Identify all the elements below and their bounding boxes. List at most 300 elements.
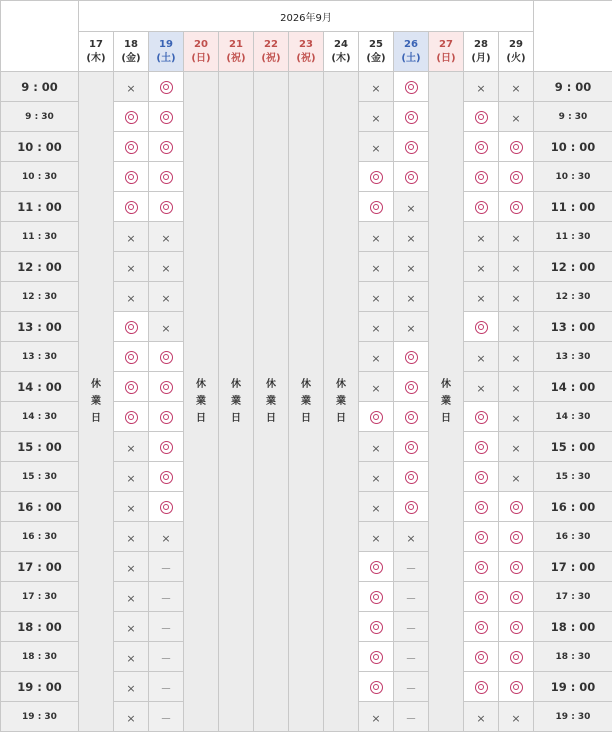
none-mark: － <box>405 652 417 665</box>
unavailable-mark: × <box>406 202 416 215</box>
slot-available[interactable] <box>464 492 499 522</box>
slot-unavailable <box>359 342 394 372</box>
slot-available[interactable] <box>464 192 499 222</box>
slot-unavailable <box>464 222 499 252</box>
slot-available[interactable] <box>359 162 394 192</box>
available-icon <box>125 321 138 334</box>
none-mark: － <box>160 562 172 575</box>
time-label-right: 19 : 30 <box>534 702 612 732</box>
closed-label-char: 業 <box>441 396 451 407</box>
slot-available[interactable] <box>359 582 394 612</box>
slot-unavailable <box>149 222 184 252</box>
slot-available[interactable] <box>464 462 499 492</box>
unavailable-mark: × <box>371 82 381 95</box>
slot-available[interactable] <box>499 582 534 612</box>
slot-available[interactable] <box>499 522 534 552</box>
unavailable-mark: × <box>371 472 381 485</box>
slot-unavailable <box>394 282 429 312</box>
slot-unavailable <box>359 462 394 492</box>
day-header-19 <box>149 32 184 72</box>
slot-available[interactable] <box>359 612 394 642</box>
time-label-right: 9 : 30 <box>534 102 612 132</box>
available-icon <box>125 351 138 364</box>
slot-available[interactable] <box>394 402 429 432</box>
available-icon <box>475 531 488 544</box>
slot-unavailable <box>464 372 499 402</box>
slot-available[interactable] <box>464 432 499 462</box>
slot-unavailable <box>149 522 184 552</box>
closed-day-23 <box>289 72 324 732</box>
slot-unavailable <box>464 72 499 102</box>
available-icon <box>160 81 173 94</box>
day-number: 29 <box>509 38 523 50</box>
slot-available[interactable] <box>149 432 184 462</box>
time-label-right: 12 : 30 <box>534 282 612 312</box>
slot-available[interactable] <box>499 612 534 642</box>
slot-available[interactable] <box>394 372 429 402</box>
available-icon <box>125 141 138 154</box>
day-number: 22 <box>264 38 278 50</box>
available-icon <box>475 411 488 424</box>
unavailable-mark: × <box>476 232 486 245</box>
unavailable-mark: × <box>406 292 416 305</box>
day-of-week: (金) <box>121 52 141 64</box>
time-label-left: 12 : 30 <box>1 282 79 312</box>
slot-available[interactable] <box>149 342 184 372</box>
slot-unavailable <box>359 372 394 402</box>
day-of-week: (木) <box>86 52 106 64</box>
slot-unavailable <box>114 222 149 252</box>
time-label-right: 18 : 00 <box>534 612 612 642</box>
slot-none <box>394 672 429 702</box>
slot-available[interactable] <box>114 162 149 192</box>
slot-available[interactable] <box>149 102 184 132</box>
slot-available[interactable] <box>464 402 499 432</box>
time-label-right: 10 : 00 <box>534 132 612 162</box>
unavailable-mark: × <box>406 262 416 275</box>
slot-available[interactable] <box>114 402 149 432</box>
time-label-left: 17 : 00 <box>1 552 79 582</box>
slot-none <box>149 612 184 642</box>
available-icon <box>405 141 418 154</box>
slot-available[interactable] <box>394 462 429 492</box>
available-icon <box>475 111 488 124</box>
slot-unavailable <box>149 252 184 282</box>
unavailable-mark: × <box>371 712 381 725</box>
slot-available[interactable] <box>464 552 499 582</box>
slot-unavailable <box>114 582 149 612</box>
time-label-right: 16 : 00 <box>534 492 612 522</box>
day-of-week: (祝) <box>226 52 246 64</box>
none-mark: － <box>405 592 417 605</box>
time-label-right: 12 : 00 <box>534 252 612 282</box>
day-of-week: (日) <box>436 52 456 64</box>
closed-label-char: 業 <box>301 396 311 407</box>
unavailable-mark: × <box>126 622 136 635</box>
slot-unavailable <box>394 192 429 222</box>
closed-label-char: 業 <box>196 396 206 407</box>
available-icon <box>405 471 418 484</box>
none-mark: － <box>160 592 172 605</box>
time-label-left: 15 : 30 <box>1 462 79 492</box>
slot-available[interactable] <box>464 102 499 132</box>
unavailable-mark: × <box>511 112 521 125</box>
slot-available[interactable] <box>394 162 429 192</box>
slot-unavailable <box>499 372 534 402</box>
closed-label-char: 業 <box>91 396 101 407</box>
slot-unavailable <box>114 672 149 702</box>
closed-label-char: 日 <box>266 413 276 424</box>
month-header: 2026年9月 <box>79 1 534 32</box>
slot-available[interactable] <box>149 402 184 432</box>
closed-day-24 <box>324 72 359 732</box>
slot-available[interactable] <box>359 192 394 222</box>
closed-label-char: 日 <box>441 413 451 424</box>
available-icon <box>405 111 418 124</box>
available-icon <box>405 501 418 514</box>
day-header-26 <box>394 32 429 72</box>
available-icon <box>160 381 173 394</box>
time-label-right: 13 : 00 <box>534 312 612 342</box>
day-number: 23 <box>299 38 313 50</box>
slot-available[interactable] <box>499 192 534 222</box>
unavailable-mark: × <box>511 352 521 365</box>
slot-available[interactable] <box>359 552 394 582</box>
available-icon <box>160 441 173 454</box>
day-header-17 <box>79 32 114 72</box>
day-of-week: (土) <box>401 52 421 64</box>
slot-unavailable <box>464 702 499 732</box>
day-of-week: (火) <box>506 52 526 64</box>
none-mark: － <box>160 712 172 725</box>
day-number: 28 <box>474 38 488 50</box>
unavailable-mark: × <box>126 262 136 275</box>
day-number: 27 <box>439 38 453 50</box>
available-icon <box>475 501 488 514</box>
available-icon <box>370 201 383 214</box>
available-icon <box>405 411 418 424</box>
closed-label-char: 休 <box>441 379 451 390</box>
slot-unavailable <box>394 522 429 552</box>
closed-day-20 <box>184 72 219 732</box>
time-label-right: 13 : 30 <box>534 342 612 372</box>
unavailable-mark: × <box>371 322 381 335</box>
slot-unavailable <box>114 282 149 312</box>
time-label-left: 16 : 30 <box>1 522 79 552</box>
slot-unavailable <box>464 252 499 282</box>
available-icon <box>370 591 383 604</box>
slot-row <box>1 72 612 102</box>
day-number: 26 <box>404 38 418 50</box>
time-label-right: 17 : 00 <box>534 552 612 582</box>
unavailable-mark: × <box>371 142 381 155</box>
slot-available[interactable] <box>149 72 184 102</box>
unavailable-mark: × <box>126 502 136 515</box>
time-label-left: 10 : 00 <box>1 132 79 162</box>
unavailable-mark: × <box>126 562 136 575</box>
closed-label-char: 休 <box>196 379 206 390</box>
slot-unavailable <box>359 432 394 462</box>
day-of-week: (祝) <box>261 52 281 64</box>
slot-unavailable <box>464 282 499 312</box>
available-icon <box>370 411 383 424</box>
slot-available[interactable] <box>149 372 184 402</box>
slot-available[interactable] <box>394 132 429 162</box>
day-of-week: (土) <box>156 52 176 64</box>
closed-label-char: 休 <box>336 379 346 390</box>
unavailable-mark: × <box>476 82 486 95</box>
slot-available[interactable] <box>464 612 499 642</box>
time-label-left: 12 : 00 <box>1 252 79 282</box>
slot-unavailable <box>114 432 149 462</box>
available-icon <box>475 141 488 154</box>
slot-available[interactable] <box>464 132 499 162</box>
time-label-left: 13 : 30 <box>1 342 79 372</box>
closed-day-17 <box>79 72 114 732</box>
unavailable-mark: × <box>126 682 136 695</box>
unavailable-mark: × <box>126 232 136 245</box>
slot-available[interactable] <box>499 132 534 162</box>
slot-available[interactable] <box>464 642 499 672</box>
slot-unavailable <box>114 552 149 582</box>
available-icon <box>160 501 173 514</box>
unavailable-mark: × <box>161 532 171 545</box>
slot-available[interactable] <box>394 102 429 132</box>
available-icon <box>370 171 383 184</box>
time-label-left: 11 : 30 <box>1 222 79 252</box>
available-icon <box>475 471 488 484</box>
slot-none <box>149 642 184 672</box>
unavailable-mark: × <box>161 322 171 335</box>
slot-available[interactable] <box>114 192 149 222</box>
slot-none <box>394 552 429 582</box>
slot-unavailable <box>114 252 149 282</box>
slot-none <box>149 552 184 582</box>
slot-unavailable <box>359 102 394 132</box>
available-icon <box>510 171 523 184</box>
available-icon <box>475 201 488 214</box>
day-header-23 <box>289 32 324 72</box>
time-label-right: 14 : 00 <box>534 372 612 402</box>
unavailable-mark: × <box>161 262 171 275</box>
unavailable-mark: × <box>476 712 486 725</box>
slot-unavailable <box>394 222 429 252</box>
unavailable-mark: × <box>406 532 416 545</box>
slot-none <box>394 582 429 612</box>
slot-available[interactable] <box>114 342 149 372</box>
unavailable-mark: × <box>406 322 416 335</box>
none-mark: － <box>405 562 417 575</box>
available-icon <box>370 681 383 694</box>
closed-label-char: 休 <box>231 379 241 390</box>
slot-available[interactable] <box>464 312 499 342</box>
closed-label-char: 日 <box>301 413 311 424</box>
slot-available[interactable] <box>149 132 184 162</box>
slot-available[interactable] <box>149 192 184 222</box>
time-label-left: 10 : 30 <box>1 162 79 192</box>
slot-grid <box>1 72 612 732</box>
available-icon <box>475 441 488 454</box>
closed-label-char: 業 <box>231 396 241 407</box>
time-label-right: 15 : 30 <box>534 462 612 492</box>
day-number: 20 <box>194 38 208 50</box>
available-icon <box>510 681 523 694</box>
available-icon <box>510 201 523 214</box>
available-icon <box>125 381 138 394</box>
available-icon <box>125 111 138 124</box>
unavailable-mark: × <box>476 382 486 395</box>
slot-available[interactable] <box>499 672 534 702</box>
available-icon <box>160 111 173 124</box>
slot-unavailable <box>499 402 534 432</box>
unavailable-mark: × <box>126 442 136 455</box>
available-icon <box>370 561 383 574</box>
day-header-24 <box>324 32 359 72</box>
none-mark: － <box>405 622 417 635</box>
slot-unavailable <box>114 72 149 102</box>
unavailable-mark: × <box>476 352 486 365</box>
slot-available[interactable] <box>464 162 499 192</box>
day-header-29 <box>499 32 534 72</box>
slot-available[interactable] <box>499 642 534 672</box>
unavailable-mark: × <box>126 652 136 665</box>
day-header-18 <box>114 32 149 72</box>
unavailable-mark: × <box>371 112 381 125</box>
closed-label-char: 日 <box>196 413 206 424</box>
available-icon <box>370 621 383 634</box>
slot-unavailable <box>499 102 534 132</box>
slot-unavailable <box>149 282 184 312</box>
slot-available[interactable] <box>394 72 429 102</box>
closed-day-27 <box>429 72 464 732</box>
available-icon <box>160 201 173 214</box>
available-icon <box>475 321 488 334</box>
unavailable-mark: × <box>476 292 486 305</box>
available-icon <box>510 141 523 154</box>
day-number: 25 <box>369 38 383 50</box>
available-icon <box>160 171 173 184</box>
closed-label-char: 業 <box>266 396 276 407</box>
time-label-right: 9 : 00 <box>534 72 612 102</box>
unavailable-mark: × <box>511 442 521 455</box>
slot-available[interactable] <box>464 672 499 702</box>
available-icon <box>160 411 173 424</box>
slot-available[interactable] <box>499 492 534 522</box>
available-icon <box>405 351 418 364</box>
unavailable-mark: × <box>511 232 521 245</box>
slot-available[interactable] <box>499 552 534 582</box>
day-header-27 <box>429 32 464 72</box>
time-label-right: 16 : 30 <box>534 522 612 552</box>
slot-unavailable <box>394 252 429 282</box>
slot-available[interactable] <box>499 162 534 192</box>
time-label-left: 14 : 30 <box>1 402 79 432</box>
slot-unavailable <box>114 642 149 672</box>
none-mark: － <box>405 682 417 695</box>
slot-available[interactable] <box>149 492 184 522</box>
day-header-28 <box>464 32 499 72</box>
day-header-22 <box>254 32 289 72</box>
slot-available[interactable] <box>149 462 184 492</box>
slot-available[interactable] <box>149 162 184 192</box>
day-number: 21 <box>229 38 243 50</box>
time-label-right: 15 : 00 <box>534 432 612 462</box>
available-icon <box>160 351 173 364</box>
time-label-right: 17 : 30 <box>534 582 612 612</box>
slot-none <box>394 642 429 672</box>
slot-unavailable <box>394 312 429 342</box>
time-label-left: 18 : 00 <box>1 612 79 642</box>
day-of-week: (月) <box>471 52 491 64</box>
available-icon <box>405 171 418 184</box>
day-header-row <box>1 32 612 72</box>
time-label-right: 14 : 30 <box>534 402 612 432</box>
unavailable-mark: × <box>371 532 381 545</box>
slot-none <box>394 702 429 732</box>
available-icon <box>475 591 488 604</box>
slot-available[interactable] <box>114 132 149 162</box>
slot-available[interactable] <box>359 402 394 432</box>
slot-available[interactable] <box>114 312 149 342</box>
slot-available[interactable] <box>464 582 499 612</box>
available-icon <box>405 381 418 394</box>
slot-unavailable <box>499 432 534 462</box>
unavailable-mark: × <box>126 532 136 545</box>
available-icon <box>510 561 523 574</box>
time-label-right: 11 : 30 <box>534 222 612 252</box>
slot-none <box>149 672 184 702</box>
corner-right <box>534 1 612 72</box>
slot-unavailable <box>359 132 394 162</box>
slot-available[interactable] <box>359 672 394 702</box>
day-of-week: (木) <box>331 52 351 64</box>
slot-unavailable <box>359 492 394 522</box>
slot-available[interactable] <box>394 432 429 462</box>
slot-unavailable <box>114 522 149 552</box>
slot-unavailable <box>359 312 394 342</box>
slot-none <box>394 612 429 642</box>
unavailable-mark: × <box>371 442 381 455</box>
slot-unavailable <box>149 312 184 342</box>
unavailable-mark: × <box>511 262 521 275</box>
available-icon <box>510 591 523 604</box>
available-icon <box>510 651 523 664</box>
slot-available[interactable] <box>114 102 149 132</box>
unavailable-mark: × <box>511 412 521 425</box>
slot-unavailable <box>499 702 534 732</box>
slot-available[interactable] <box>359 642 394 672</box>
none-mark: － <box>160 622 172 635</box>
available-icon <box>370 651 383 664</box>
unavailable-mark: × <box>126 82 136 95</box>
slot-available[interactable] <box>394 342 429 372</box>
slot-available[interactable] <box>394 492 429 522</box>
available-icon <box>405 441 418 454</box>
time-label-right: 10 : 30 <box>534 162 612 192</box>
closed-label-char: 業 <box>336 396 346 407</box>
slot-unavailable <box>464 342 499 372</box>
slot-available[interactable] <box>464 522 499 552</box>
unavailable-mark: × <box>511 382 521 395</box>
closed-label-char: 休 <box>266 379 276 390</box>
unavailable-mark: × <box>126 712 136 725</box>
day-header-25 <box>359 32 394 72</box>
slot-available[interactable] <box>114 372 149 402</box>
available-icon <box>475 561 488 574</box>
day-number: 17 <box>89 38 103 50</box>
slot-unavailable <box>359 702 394 732</box>
day-of-week: (日) <box>191 52 211 64</box>
